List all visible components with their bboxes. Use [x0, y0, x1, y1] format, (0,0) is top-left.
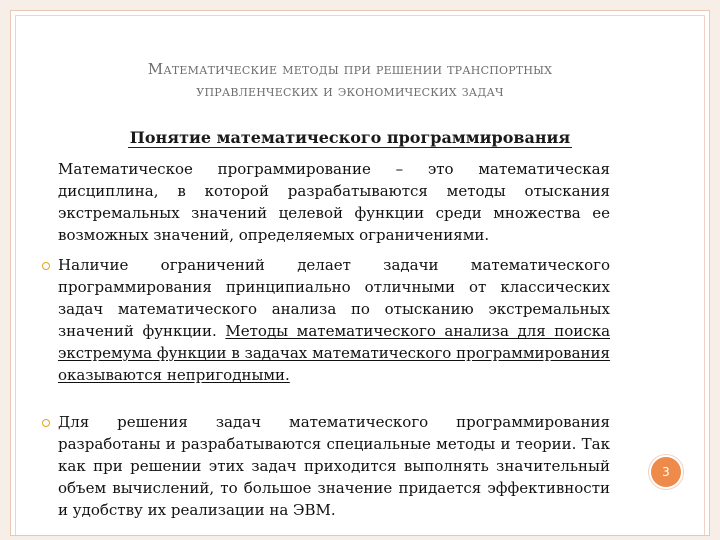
- slide-title-line-1: Математические методы при решении транспортных: [147, 60, 553, 78]
- slide-title: [60, 58, 640, 102]
- intro-paragraph: Математическое программирование – это математическая дисциплина, в которой разрабатываются методы отыскания экстремальных значений целевой функции среди множества ее возможных значений, определяемых ограничениями.: [58, 160, 610, 244]
- slide-subtitle-text: Понятие математического программирования: [129, 128, 571, 147]
- bullet-item-1-text: Наличие ограничений делает задачи математического программирования принципиально отличными от классических задач математического анализа по отысканию экстремальных значений функции.: [58, 256, 610, 340]
- bullet-circle-icon: [42, 262, 50, 270]
- bullet-circle-icon: [42, 419, 50, 427]
- bullet-item-1-underlined-text: Методы математического анализа для поиска экстремума функции в задачах математического программирования оказываются непригодными.: [58, 322, 611, 384]
- slide-title-line-2: управленческих и экономических задач: [196, 82, 504, 100]
- bullet-item-1: [58, 254, 610, 386]
- slide-subtitle: [60, 128, 640, 147]
- page-number-badge: 3: [651, 457, 681, 487]
- bullet-item-2: Для решения задач математического программирования разработаны и разрабатываются специальные методы и теории. Так как при решении этих задач приходится выполнять значительный объем вычислений, то большое значение придается эффективности и удобству их реализации на ЭВМ.: [58, 413, 610, 519]
